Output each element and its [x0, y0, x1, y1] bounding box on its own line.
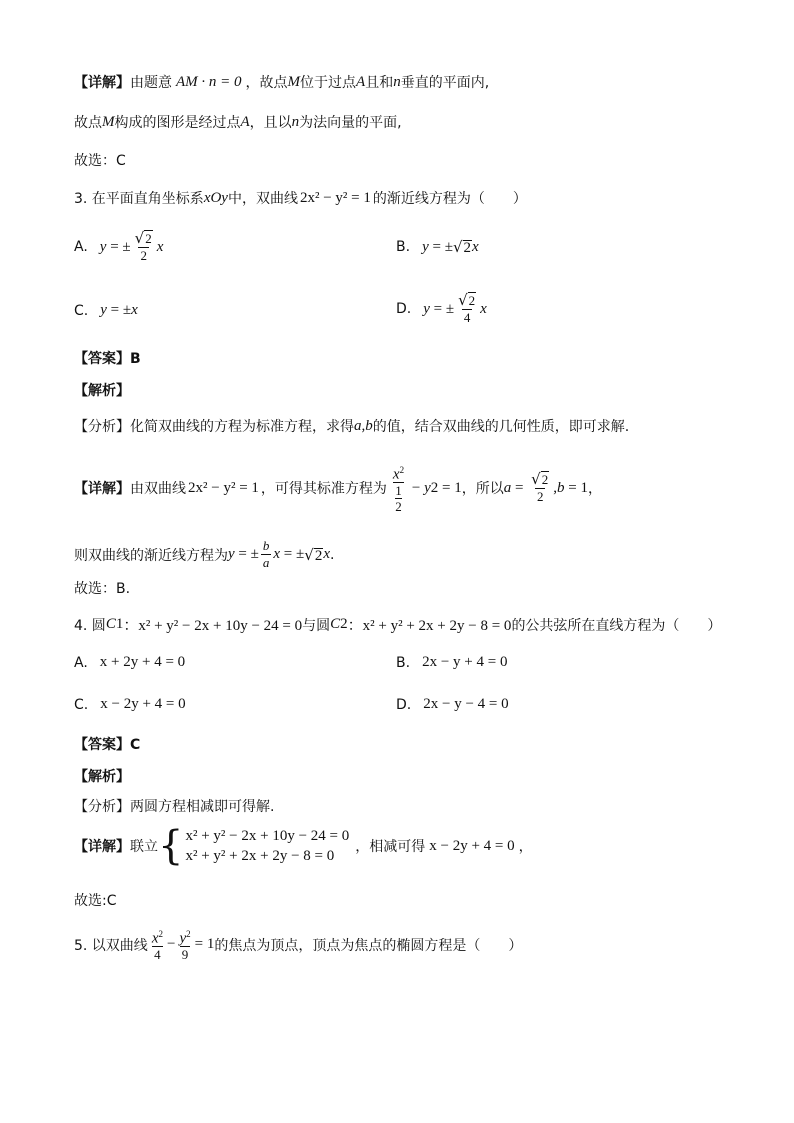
option-label: D.	[396, 301, 412, 317]
text: 的值，结合双曲线的几何性质，即可求解.	[372, 419, 630, 435]
coord-system: xOy	[203, 189, 228, 206]
text: ，故点	[245, 75, 288, 91]
circle-2-equation: ：x² + y² + 2x + 2y − 8 = 0	[347, 618, 512, 634]
option-label: D.	[396, 696, 412, 713]
q4-analysis-tag: 【解析】	[74, 769, 130, 785]
option-text: 2x − y + 4 = 0	[422, 654, 508, 670]
text: ，且以	[249, 115, 292, 131]
text: 垂直的平面内,	[400, 75, 490, 91]
text: 的公共弦所在直线方程为（ ）	[511, 617, 722, 634]
equation-tail: = 1	[194, 936, 215, 953]
q4-option-a	[74, 654, 185, 671]
text: ，	[518, 839, 533, 855]
q3-answer: 【答案】B	[74, 351, 141, 367]
text: 由双曲线	[130, 481, 186, 498]
vector-n: n	[291, 113, 300, 130]
text: 【分析】化简双曲线的方程为标准方程，求得	[74, 419, 354, 435]
q4-stem: 4. 圆 C 1 ：x² + y² − 2x + 10y − 24 = 0 与圆 C 2 ：x² + y² + 2x + 2y − 8 = 0 的公共弦所在直线方程为（ ）	[74, 616, 722, 634]
q3-analysis-tag: 【解析】	[74, 383, 130, 399]
hyperbola-equation: 2x² − y² = 1	[299, 189, 371, 206]
q3-detail: 【详解】 由双曲线 2x² − y² = 1 ，可得其标准方程为 $x^2$ 1 2 − y 2 = 1 ，所以 a = √ 2 2 , b = 1 ，	[74, 465, 602, 515]
text: ，相减可得	[355, 839, 426, 855]
result-equation: x − 2y + 4 = 0	[429, 837, 515, 854]
text: 的焦点为顶点，顶点为焦点的椭圆方程是（ ）	[214, 937, 523, 954]
q4-option-d	[396, 696, 509, 713]
text: .	[329, 546, 335, 563]
q3-option-b: B. y = ± √ 2 x	[396, 238, 479, 256]
text: 中，双曲线	[227, 191, 298, 207]
text: 则双曲线的渐近线方程为	[74, 547, 228, 564]
q5-stem: 5. 以双曲线 $\frac{x^2}{4}$ − $\frac{y^2}{9}$ = 1 的焦点为顶点，顶点为焦点的椭圆方程是（ ）	[74, 929, 523, 963]
q4-option-c	[74, 696, 186, 713]
option-text: x − 2y + 4 = 0	[100, 696, 186, 712]
q3-stem	[74, 188, 527, 208]
text: ，所以	[461, 481, 504, 498]
q2-detail-line	[74, 72, 489, 92]
q4-choice: 故选:C	[74, 893, 117, 909]
option-label: B.	[396, 239, 411, 255]
text: 与圆	[302, 617, 331, 634]
option-label: A.	[74, 654, 88, 671]
q3-analysis	[74, 416, 629, 436]
detail-tag: 【详解】	[74, 75, 130, 91]
text: ，	[587, 481, 602, 498]
option-text: 2x − y − 4 = 0	[423, 696, 509, 712]
q3-option-a: A. y = ± √ 2 2 x	[74, 229, 164, 263]
q2-answer: 故选：C	[74, 153, 126, 169]
brace: {	[158, 823, 184, 869]
option-text: x + 2y + 4 = 0	[99, 654, 186, 670]
system-eq-1: x² + y² − 2x + 10y − 24 = 0	[185, 828, 350, 844]
text: 3. 在平面直角坐标系	[74, 191, 204, 207]
detail-tag: 【详解】	[74, 839, 130, 855]
q4-detail	[74, 823, 533, 869]
text: 位于过点	[300, 75, 357, 91]
text: 5. 以双曲线	[74, 937, 148, 954]
q3-asymptote: 则双曲线的渐近线方程为 y = ± $\frac{b}{a}$ x = ± √ 2 x .	[74, 538, 335, 570]
text: 构成的图形是经过点	[114, 115, 241, 131]
option-label: C.	[74, 696, 89, 713]
text: 故点	[74, 115, 102, 131]
option-label: B.	[396, 654, 411, 671]
option-label: C.	[74, 302, 89, 319]
text: ，可得其标准方程为	[260, 481, 387, 498]
q4-answer: 【答案】C	[74, 737, 141, 753]
option-label: A.	[74, 239, 88, 255]
text: 联立	[130, 839, 158, 855]
vector-equation: AM · n = 0	[176, 73, 242, 90]
q3-option-d: D. y = ± √ 2 4 x	[396, 291, 487, 325]
q2-detail-line-2	[74, 112, 402, 132]
hyperbola-equation: 2x² − y² = 1	[188, 479, 259, 496]
circle-1-equation: ：x² + y² − 2x + 10y − 24 = 0	[123, 618, 303, 634]
q3-option-c: C. y = ± x	[74, 302, 138, 319]
q3-choice: 故选：B.	[74, 581, 131, 597]
system-eq-2: x² + y² + 2x + 2y − 8 = 0	[185, 848, 335, 864]
point-M: M	[102, 113, 115, 130]
text: 4. 圆	[74, 617, 106, 634]
equation-system	[185, 826, 349, 866]
point-M: M	[287, 73, 301, 90]
q4-analysis: 【分析】两圆方程相减即可得解.	[74, 799, 275, 815]
q4-option-b	[396, 654, 507, 671]
text: 且和	[365, 75, 394, 91]
text: 的渐近线方程为（ ）	[372, 191, 527, 207]
detail-tag: 【详解】	[74, 481, 130, 498]
variables: a,b	[354, 417, 373, 434]
text: 为法向量的平面,	[299, 115, 402, 131]
text: 由题意	[130, 75, 172, 91]
point-A: A	[356, 73, 366, 90]
vector-n: n	[393, 73, 401, 90]
point-A: A	[240, 113, 250, 130]
